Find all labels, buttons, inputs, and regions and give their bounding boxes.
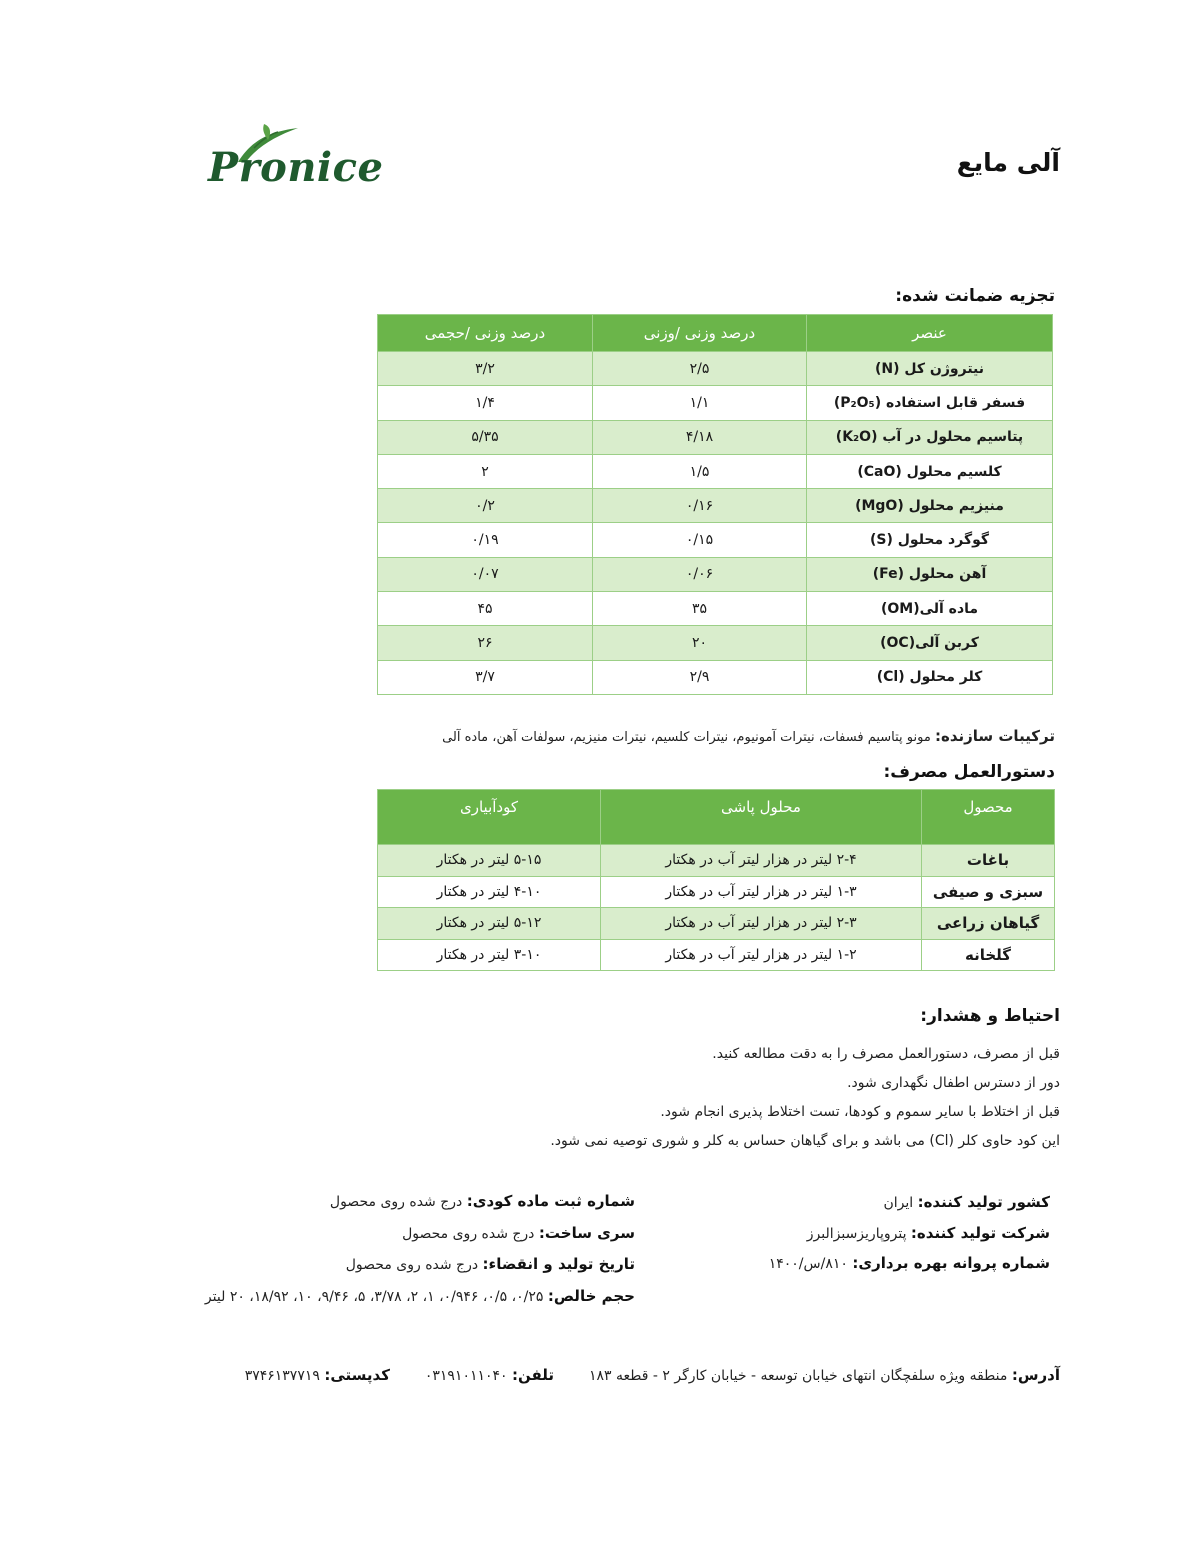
- element-name: نیتروژن کل (N): [807, 352, 1053, 386]
- element-name: فسفر قابل استفاده (P₂O₅): [807, 386, 1053, 420]
- fertigation-dose: ۳-۱۰ لیتر در هکتار: [378, 939, 601, 971]
- warnings-list: [360, 1040, 1060, 1156]
- phone-value: ۰۳۱۹۱۰۱۱۰۴۰: [424, 1368, 508, 1384]
- table-row: [378, 939, 1055, 971]
- element-name: کربن آلی(OC): [807, 626, 1053, 660]
- fertigation-dose: ۴-۱۰ لیتر در هکتار: [378, 876, 601, 908]
- logo-wordmark: Pronice: [208, 144, 384, 191]
- ww-value: ۱/۱: [593, 386, 807, 420]
- element-name: کلر محلول (Cl): [807, 660, 1053, 694]
- element-name: کلسیم محلول (CaO): [807, 454, 1053, 488]
- warning-line: این کود حاوی کلر (Cl) می باشد و برای گیاهان حساس به کلر و شوری توصیه نمی شود.: [550, 1133, 1060, 1149]
- crop-name: باغات: [922, 845, 1055, 877]
- column-header: کودآبیاری: [378, 790, 601, 845]
- company-label: شرکت تولید کننده:: [910, 1224, 1050, 1242]
- ww-value: ۲۰: [593, 626, 807, 660]
- element-name: پتاسیم محلول در آب (K₂O): [807, 420, 1053, 454]
- element-name: ماده آلی(OM): [807, 592, 1053, 626]
- table-row: [378, 660, 1053, 694]
- ww-value: ۴/۱۸: [593, 420, 807, 454]
- wv-value: ۲: [378, 454, 593, 488]
- volume-value: ۰/۲۵، ۰/۵، ۰/۹۴۶، ۱، ۲، ۳/۷۸، ۵، ۹/۴۶، ۱۰، ۱۸/۹۲، ۲۰ لیتر: [204, 1289, 544, 1305]
- batch-value: درج شده روی محصول: [402, 1226, 535, 1242]
- table-row: [378, 454, 1053, 488]
- batch-label: سری ساخت:: [538, 1224, 635, 1242]
- registration-label: شماره ثبت ماده کودی:: [466, 1192, 635, 1210]
- address-line: [245, 1366, 1060, 1384]
- wv-value: ۰/۰۷: [378, 557, 593, 591]
- table-row: [378, 626, 1053, 660]
- warnings-title: احتیاط و هشدار:: [920, 1006, 1060, 1026]
- element-name: منیزیم محلول (MgO): [807, 489, 1053, 523]
- country-label: کشور تولید کننده:: [917, 1193, 1050, 1211]
- fertigation-dose: ۵-۱۵ لیتر در هکتار: [378, 845, 601, 877]
- composition-line: [442, 727, 1055, 745]
- analysis-title: تجزیه ضمانت شده:: [895, 286, 1055, 306]
- ww-value: ۳۵: [593, 592, 807, 626]
- warning-line: دور از دسترس اطفال نگهداری شود.: [847, 1075, 1060, 1091]
- table-row: [378, 489, 1053, 523]
- address-label: آدرس:: [1011, 1366, 1060, 1384]
- spray-dose: ۱-۲ لیتر در هزار لیتر آب در هکتار: [601, 939, 922, 971]
- brand-logo: [206, 122, 384, 197]
- dates-label: تاریخ تولید و انقضاء:: [482, 1255, 635, 1273]
- dates-line: [115, 1255, 635, 1273]
- table-row: [378, 352, 1053, 386]
- postal-value: ۳۷۴۶۱۳۷۷۱۹: [244, 1368, 320, 1384]
- warning-line: قبل از اختلاط با سایر سموم و کودها، تست اختلاط پذیری انجام شود.: [660, 1104, 1060, 1120]
- fertigation-dose: ۵-۱۲ لیتر در هکتار: [378, 908, 601, 940]
- ww-value: ۰/۰۶: [593, 557, 807, 591]
- license-line: [630, 1254, 1050, 1272]
- ww-value: ۲/۵: [593, 352, 807, 386]
- spray-dose: ۱-۳ لیتر در هزار لیتر آب در هکتار: [601, 876, 922, 908]
- analysis-header-row: [378, 315, 1053, 352]
- analysis-table: [377, 314, 1053, 695]
- wv-value: ۴۵: [378, 592, 593, 626]
- wv-value: ۵/۳۵: [378, 420, 593, 454]
- column-header: عنصر: [807, 315, 1053, 352]
- column-header: درصد وزنی /وزنی: [593, 315, 807, 352]
- column-header: محلول پاشی: [601, 790, 922, 845]
- batch-line: [115, 1224, 635, 1242]
- crop-name: گلخانه: [922, 939, 1055, 971]
- usage-table: [377, 789, 1055, 971]
- column-header: درصد وزنی /حجمی: [378, 315, 593, 352]
- company-value: پتروپاریزسبزالبرز: [806, 1226, 907, 1242]
- ww-value: ۲/۹: [593, 660, 807, 694]
- country-value: ایران: [883, 1195, 914, 1211]
- column-header: محصول: [922, 790, 1055, 845]
- table-row: [378, 876, 1055, 908]
- registration-line: [115, 1192, 635, 1210]
- ww-value: ۰/۱۶: [593, 489, 807, 523]
- wv-value: ۲۶: [378, 626, 593, 660]
- composition-label: ترکیبات سازنده:: [934, 727, 1055, 745]
- wv-value: ۱/۴: [378, 386, 593, 420]
- registration-value: درج شده روی محصول: [329, 1194, 463, 1210]
- table-row: [378, 908, 1055, 940]
- usage-header-row: [378, 790, 1055, 845]
- element-name: آهن محلول (Fe): [807, 557, 1053, 591]
- ww-value: ۱/۵: [593, 454, 807, 488]
- table-row: [378, 845, 1055, 877]
- element-name: گوگرد محلول (S): [807, 523, 1053, 557]
- wv-value: ۳/۷: [378, 660, 593, 694]
- table-row: [378, 592, 1053, 626]
- address-value: منطقه ویژه سلفچگان انتهای خیابان توسعه - خیابان کارگر ۲ - قطعه ۱۸۳: [588, 1368, 1008, 1384]
- wv-value: ۳/۲: [378, 352, 593, 386]
- wv-value: ۰/۲: [378, 489, 593, 523]
- crop-name: گیاهان زراعی: [922, 908, 1055, 940]
- postal-label: کدپستی:: [324, 1366, 390, 1384]
- crop-name: سبزی و صیفی: [922, 876, 1055, 908]
- warning-line: قبل از مصرف، دستورالعمل مصرف را به دقت مطالعه کنید.: [712, 1046, 1060, 1062]
- company-line: [630, 1224, 1050, 1242]
- table-row: [378, 420, 1053, 454]
- license-label: شماره پروانه بهره برداری:: [852, 1254, 1050, 1272]
- spray-dose: ۲-۳ لیتر در هزار لیتر آب در هکتار: [601, 908, 922, 940]
- volume-label: حجم خالص:: [547, 1287, 635, 1305]
- table-row: [378, 557, 1053, 591]
- page-title: آلی مایع: [956, 148, 1060, 177]
- table-row: [378, 523, 1053, 557]
- composition-value: مونو پتاسیم فسفات، نیترات آمونیوم، نیترات کلسیم، نیترات منیزیم، سولفات آهن، ماده آلی: [442, 730, 931, 745]
- dates-value: درج شده روی محصول: [345, 1257, 479, 1273]
- license-value: ۸۱۰/س/۱۴۰۰: [768, 1256, 848, 1272]
- wv-value: ۰/۱۹: [378, 523, 593, 557]
- usage-title: دستورالعمل مصرف:: [883, 762, 1055, 782]
- phone-label: تلفن:: [512, 1366, 555, 1384]
- country-line: [630, 1193, 1050, 1211]
- table-row: [378, 386, 1053, 420]
- volume-line: [115, 1287, 635, 1305]
- ww-value: ۰/۱۵: [593, 523, 807, 557]
- spray-dose: ۲-۴ لیتر در هزار لیتر آب در هکتار: [601, 845, 922, 877]
